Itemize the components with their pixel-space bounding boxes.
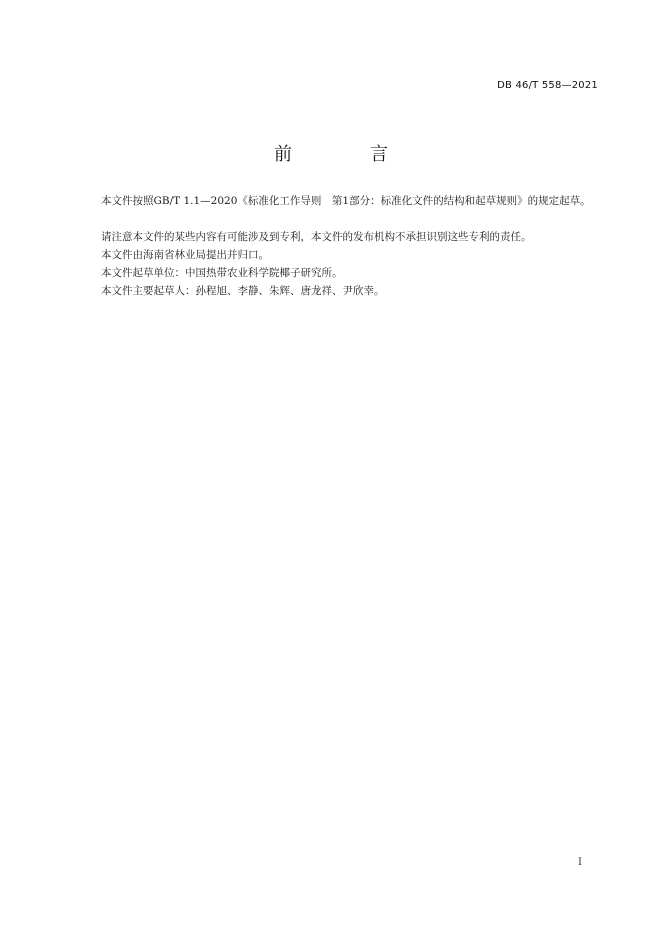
paragraph-proposer: 本文件由海南省林业局提出并归口。 bbox=[101, 249, 269, 261]
standard-code: DB 46/T 558—2021 bbox=[497, 80, 598, 91]
page-number: I bbox=[578, 857, 582, 868]
paragraph-drafting-unit: 本文件起草单位：中国热带农业科学院椰子研究所。 bbox=[101, 267, 343, 279]
page-title: 前 言 bbox=[274, 144, 418, 165]
paragraph-drafting-rules: 本文件按照GB/T 1.1—2020《标准化工作导则 第1部分：标准化文件的结构和起草规则》的规定起草。 bbox=[101, 195, 591, 207]
paragraph-patent-notice: 请注意本文件的某些内容有可能涉及到专利，本文件的发布机构不承担识别这些专利的责任。 bbox=[101, 231, 532, 243]
foreword-body bbox=[80, 192, 602, 300]
paragraph-drafters: 本文件主要起草人：孙程旭、李静、朱辉、唐龙祥、尹欣幸。 bbox=[101, 285, 385, 297]
